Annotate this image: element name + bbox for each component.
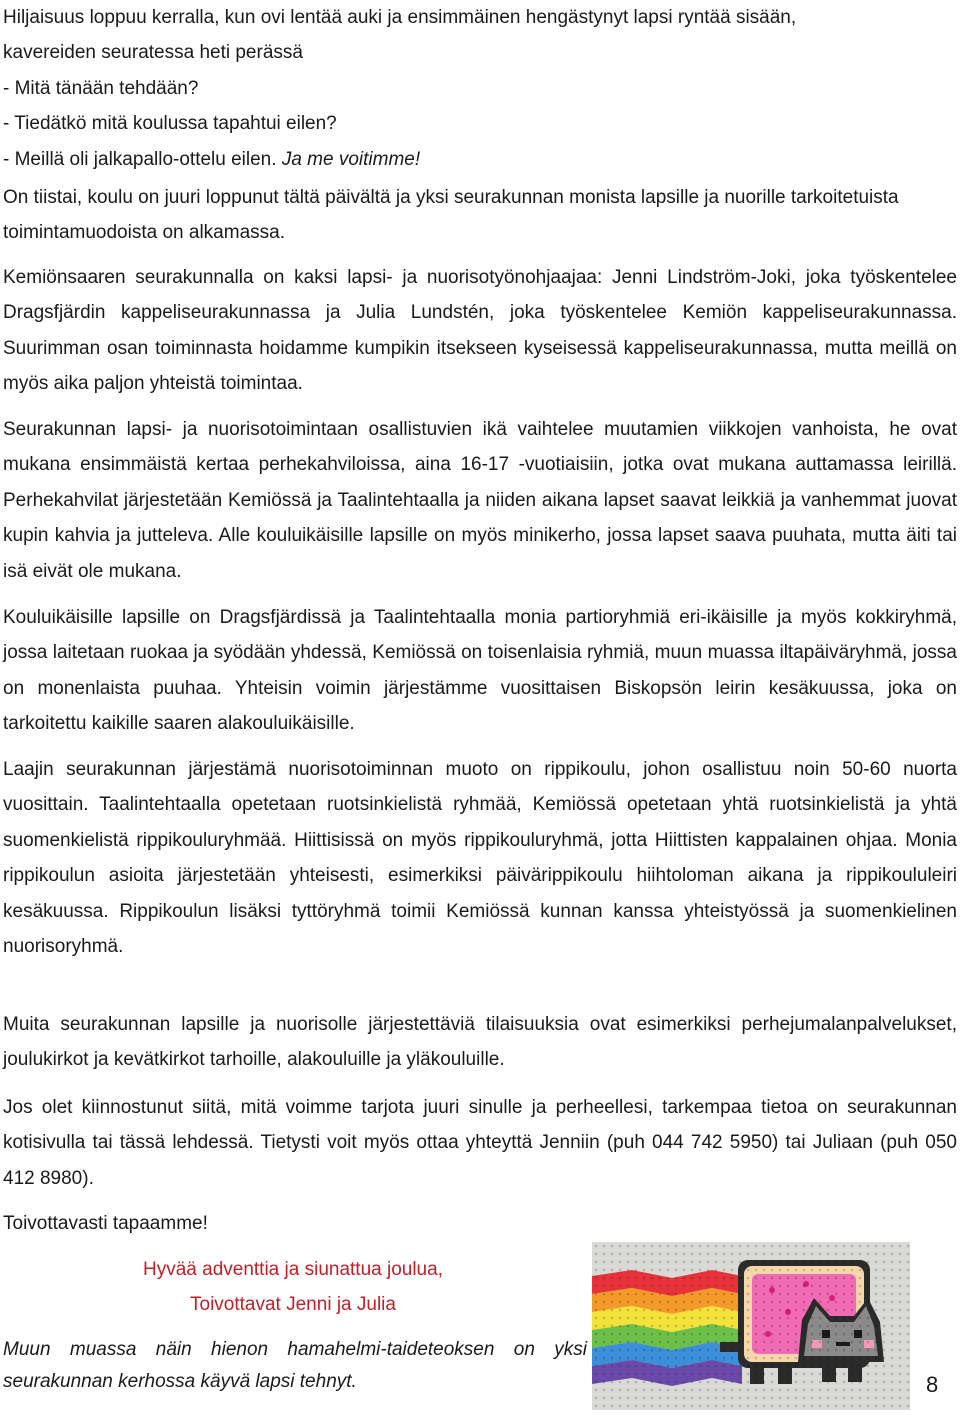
paragraph-contact <box>3 1090 957 1196</box>
greeting-line-2: Toivottavat Jenni ja Julia <box>190 1294 396 1315</box>
paragraph-text: Kemiönsaaren seurakunnalla on kaksi lapsi- ja nuorisotyönohjaajaa: Jenni Lindström-Joki, joka työskentelee Dragsfjärdin kappeliseurakunnassa ja Julia Lundstén, joka työskentelee Kemiön kappeliseurakunnassa. Suurimman osan toiminnasta hoidamme kumpikin itsekseen kyseisessä kappeliseurakunnassa, mutta meillä on myös aika paljon yhteistä toimintaa. <box>3 267 957 395</box>
dialogue-italic-text: Ja me voitimme! <box>281 148 421 170</box>
closing-text: Toivottavasti tapaamme! <box>3 1213 208 1234</box>
closing-line <box>3 1206 957 1241</box>
paragraph-ages <box>3 412 957 589</box>
paragraph-text: Seurakunnan lapsi- ja nuorisotoimintaan osallistuvien ikä vaihtelee muutamien viikkojen vanhoista, he ovat mukana ensimmäistä kertaa perhekahviloissa, aina 16-17 -vuotiaisiin, jotka ovat mukana auttamassa leirillä. Perhekahvilat järjestetään Kemiössä ja Taalintehtaalla ja niiden aikana lapset saavat leikkiä ja vanhemmat juovat kupin kahvia ja jutteleva. Alle kouluikäisille lapsille on myös minikerho, jossa lapset saava puuhata, mutta äiti tai isä eivät ole mukana. <box>3 419 957 582</box>
paragraph-text: Laajin seurakunnan järjestämä nuorisotoiminnan muoto on rippikoulu, johon osallistuu noin 50-60 nuorta vuosittain. Taalintehtaalla opetetaan ruotsinkielistä ryhmää, Kemiössä opetetaan yhtä ruotsinkielistä ja yhtä suomenkielistä rippikouluryhmää. Hiittisissä on myös rippikouluryhmä, jotta Hiittisten kappalainen ohjaa. Monia rippikoulun asioita järjestetään yhteisesti, esimerkiksi päivärippikoulu hiihtoloman aikana ja rippikoululeiri kesäkuussa. Rippikoulun lisäksi tyttöryhmä toimii Kemiössä kunnan kanssa yhteistyössä ja suomenkielinen nuorisoryhmä. <box>3 759 957 958</box>
intro-line: kavereiden seuratessa heti perässä <box>3 42 303 64</box>
intro-paragraph <box>3 0 957 177</box>
paragraph-workers <box>3 260 957 402</box>
paragraph-text: Kouluikäisille lapsille on Dragsfjärdissä ja Taalintehtaalla monia partioryhmiä eri-ikäisille ja myös kokkiryhmä, jossa laitetaan ruokaa ja syödään yhdessä, Kemiössä on toisenlaisia ryhmiä, muun muassa iltapäiväryhmä, jossa on monenlaista puuhaa. Yhteisin voimin järjestämme vuosittaisen Biskopsön leirin kesäkuussa, joka on tarkoitettu kaikille saaren alakouluikäisille. <box>3 607 957 735</box>
dialogue-line: - Tiedätkö mitä koulussa tapahtui eilen? <box>3 113 337 135</box>
paragraph-text: Jos olet kiinnostunut siitä, mitä voimme tarjota juuri sinulle ja perheellesi, tarkempaa tietoa on seurakunnan kotisivulla tai tässä lehdessä. Tietysti voit myös ottaa yhteyttä Jenniin (puh 044 742 5950) tai Juliaan (puh 050 412 8980). <box>3 1097 957 1189</box>
paragraph-text: Muita seurakunnan lapsille ja nuorisolle järjestettäviä tilaisuuksia ovat esimerkiksi perhejumalanpalvelukset, joulukirkot ja kevätkirkot tarhoille, alakouluille ja yläkouluille. <box>3 1014 957 1071</box>
greeting-line-1: Hyvää adventtia ja siunattua joulua, <box>143 1259 443 1280</box>
dialogue-line <box>3 142 957 177</box>
intro-line: Hiljaisuus loppuu kerralla, kun ovi lentää auki ja ensimmäinen hengästynyt lapsi ryntää sisään, <box>3 7 797 28</box>
bead-art-image <box>592 1242 910 1410</box>
image-caption: Muun muassa näin hienon hamahelmi-taideteoksen on yksi seurakunnan kerhossa käyvä lapsi tehnyt. <box>3 1339 587 1392</box>
paragraph-tuesday <box>3 180 957 251</box>
paragraph-other-events <box>3 1007 957 1078</box>
nyan-cat-bead-art-photo <box>592 1242 910 1410</box>
paragraph-confirmation-school <box>3 752 957 964</box>
page-number: 8 <box>926 1372 939 1397</box>
dialogue-line: - Mitä tänään tehdään? <box>3 77 199 99</box>
dialogue-text: - Meillä oli jalkapallo-ottelu eilen. <box>3 148 282 170</box>
paragraph-school-kids <box>3 600 957 742</box>
paragraph-text: On tiistai, koulu on juuri loppunut tältä päivältä ja yksi seurakunnan monista lapsille ja nuorille tarkoitetuista toimintamuodoista on alkamassa. <box>3 187 899 244</box>
